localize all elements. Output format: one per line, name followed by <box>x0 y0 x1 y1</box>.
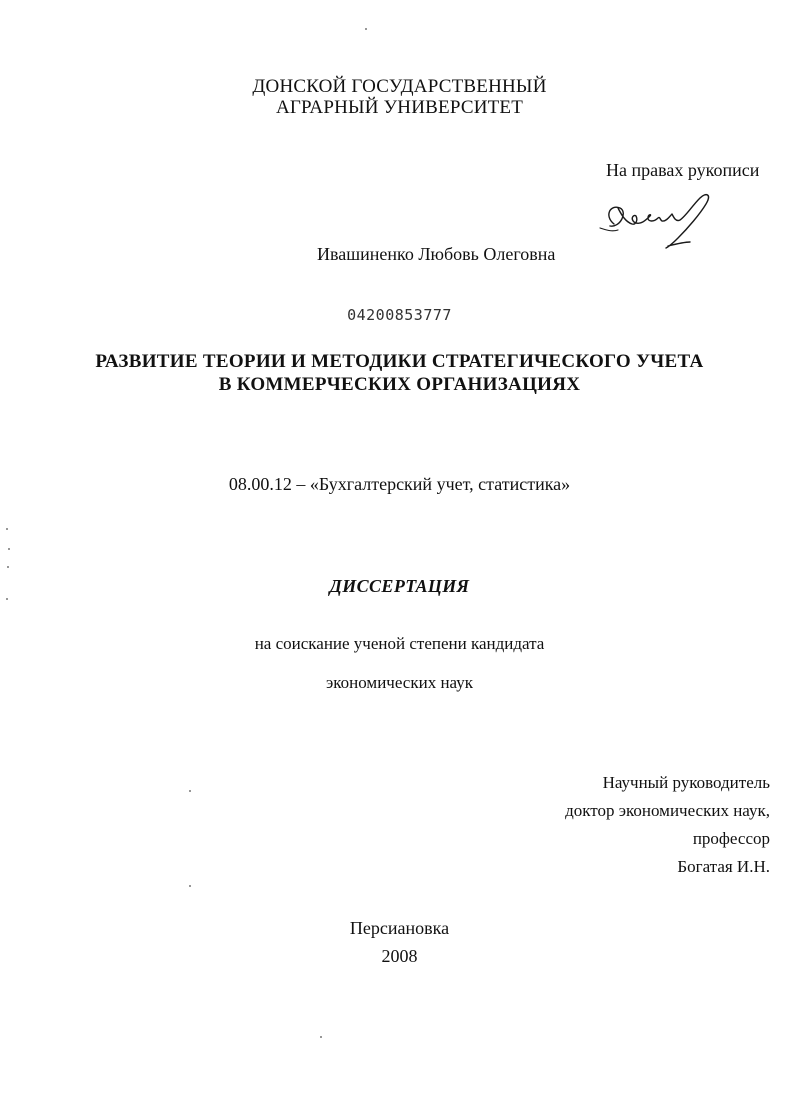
document-code: 04200853777 <box>347 306 452 324</box>
scan-speck <box>7 566 9 568</box>
supervisor-position: профессор <box>692 829 770 848</box>
scan-speck <box>189 885 191 887</box>
scan-speck <box>320 1036 322 1038</box>
university-line-1: ДОНСКОЙ ГОСУДАРСТВЕННЫЙ <box>252 76 547 97</box>
scan-speck <box>6 528 8 530</box>
title-line-2: В КОММЕРЧЕСКИХ ОРГАНИЗАЦИЯХ <box>218 374 581 395</box>
author-name: Ивашиненко Любовь Олеговна <box>317 244 556 264</box>
supervisor-block <box>565 769 770 881</box>
scan-speck <box>8 548 10 550</box>
university-header <box>0 76 799 118</box>
supervisor-label: Научный руководитель <box>602 773 770 792</box>
scan-speck <box>189 790 191 792</box>
signature-icon <box>596 186 726 256</box>
city: Персиановка <box>349 918 450 938</box>
specialty: 08.00.12 – «Бухгалтерский учет, статистика» <box>228 474 571 494</box>
title-line-1: РАЗВИТИЕ ТЕОРИИ И МЕТОДИКИ СТРАТЕГИЧЕСКОГО УЧЕТА <box>95 351 704 372</box>
manuscript-note: На правах рукописи <box>606 160 760 180</box>
supervisor-degree: доктор экономических наук, <box>565 801 770 820</box>
scan-speck <box>365 28 367 30</box>
university-line-2: АГРАРНЫЙ УНИВЕРСИТЕТ <box>275 97 524 118</box>
scan-speck <box>6 598 8 600</box>
year: 2008 <box>381 946 418 966</box>
degree-line-2: экономических наук <box>325 673 474 692</box>
document-type: ДИССЕРТАЦИЯ <box>329 576 470 596</box>
supervisor-name: Богатая И.Н. <box>677 857 770 876</box>
degree-line-1: на соискание ученой степени кандидата <box>254 634 545 653</box>
dissertation-title <box>0 350 799 396</box>
